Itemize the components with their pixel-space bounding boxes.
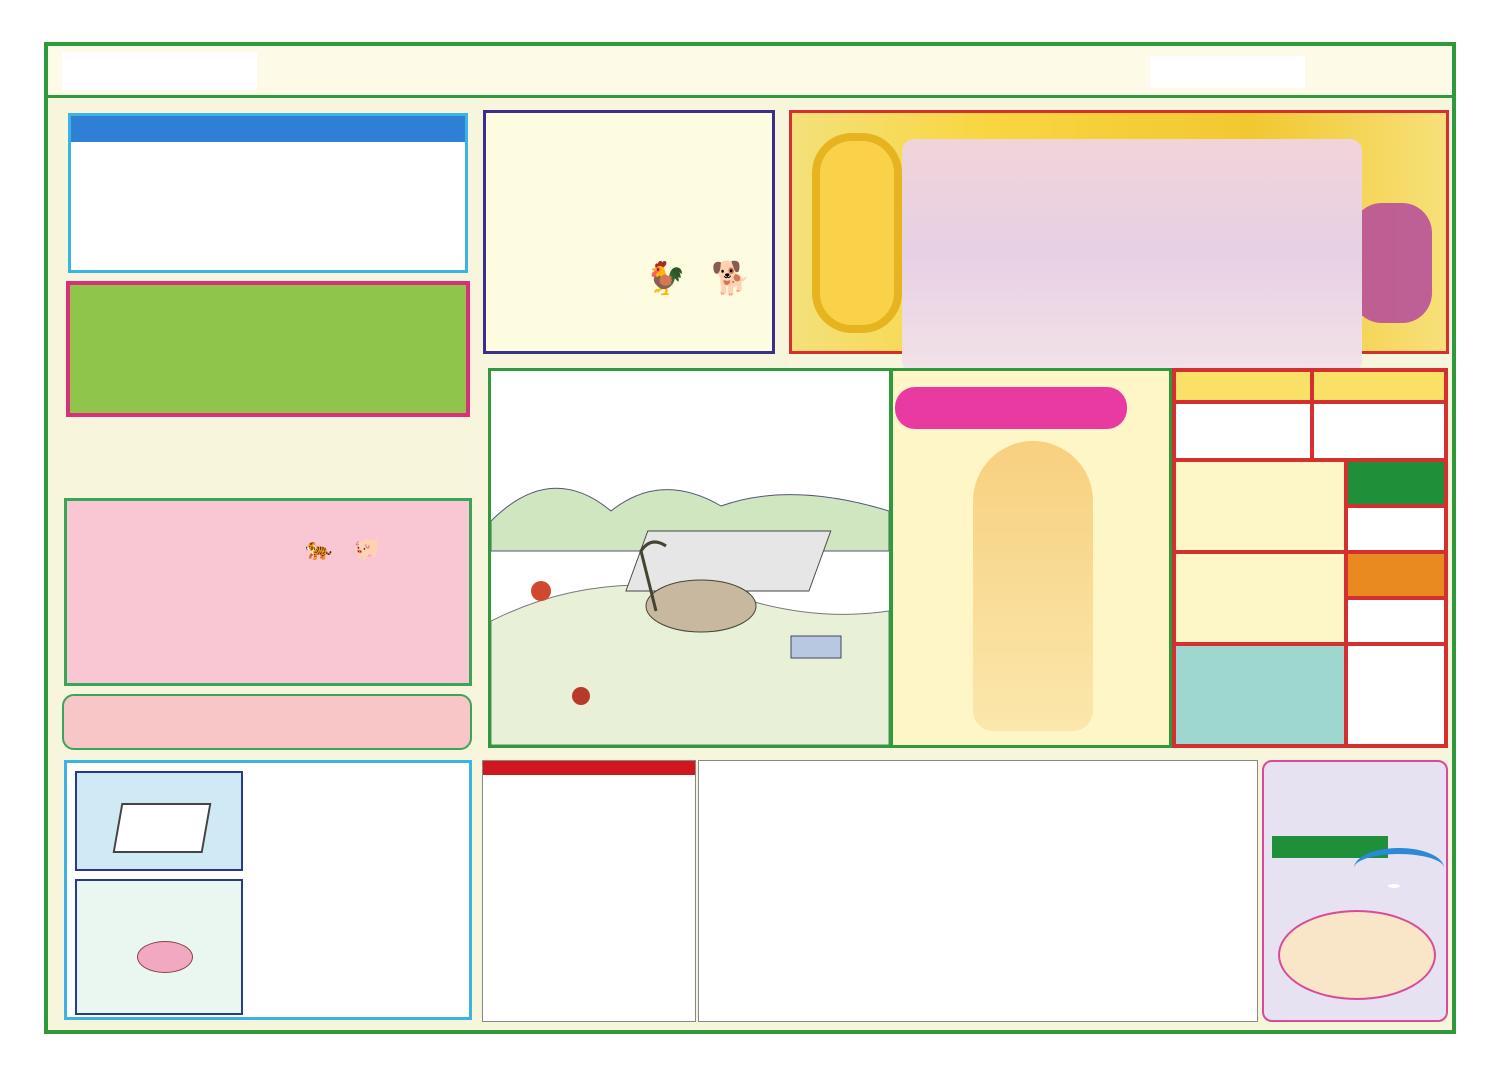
pig-shape: [137, 941, 193, 973]
computer-panel: [66, 281, 470, 417]
count-1: [1346, 506, 1446, 552]
tag-1: [1346, 460, 1446, 506]
banner-ad: [789, 110, 1449, 354]
illustration-panel: [488, 368, 892, 748]
treasure-title: [895, 387, 1127, 429]
mingren-box: [1174, 644, 1346, 746]
big-value: [1174, 402, 1312, 460]
fushi-label: [1388, 884, 1400, 888]
count-2: [1346, 598, 1446, 644]
strength-table-panel: [68, 113, 468, 273]
number-13: [1174, 460, 1346, 552]
landscape-illustration: [491, 371, 889, 745]
strength-table-title: [71, 116, 465, 142]
lucky-panel: [64, 498, 472, 686]
book-picture: [75, 771, 243, 871]
dog-icon: 🐕: [711, 259, 751, 297]
wave-icon: [1354, 848, 1444, 888]
pig-picture: [75, 879, 243, 1015]
header: [48, 46, 1452, 98]
rooster-icon: 🐓: [646, 259, 686, 297]
blur-overlay: [902, 139, 1362, 373]
results-title: [483, 761, 695, 775]
picture-panel: [64, 760, 472, 1020]
poem: [917, 451, 1107, 721]
book-icon: [113, 803, 212, 853]
number-27: [1174, 552, 1346, 644]
dot-chart-svg: [699, 761, 1257, 1021]
pig-icon: 🐖: [353, 537, 381, 562]
sister-panel: [62, 694, 472, 750]
banner-right-art: [1352, 203, 1432, 323]
treasure-panel: [890, 368, 1172, 748]
tiger-icon: 🐅: [305, 537, 333, 562]
strategy-panel: [1262, 760, 1448, 1022]
odd-value: [1312, 402, 1446, 460]
dot-chart: [698, 760, 1258, 1022]
strategy-numbers: [1278, 910, 1436, 1000]
big-panel: [1172, 368, 1448, 748]
page-frame: [44, 42, 1456, 1034]
header-blank: [62, 52, 257, 90]
banner-left-art: [812, 133, 902, 333]
issue-box: [1150, 56, 1305, 88]
special-panel: [483, 110, 775, 354]
number-40: [1346, 644, 1446, 746]
tag-2: [1346, 552, 1446, 598]
results-panel: [482, 760, 696, 1022]
